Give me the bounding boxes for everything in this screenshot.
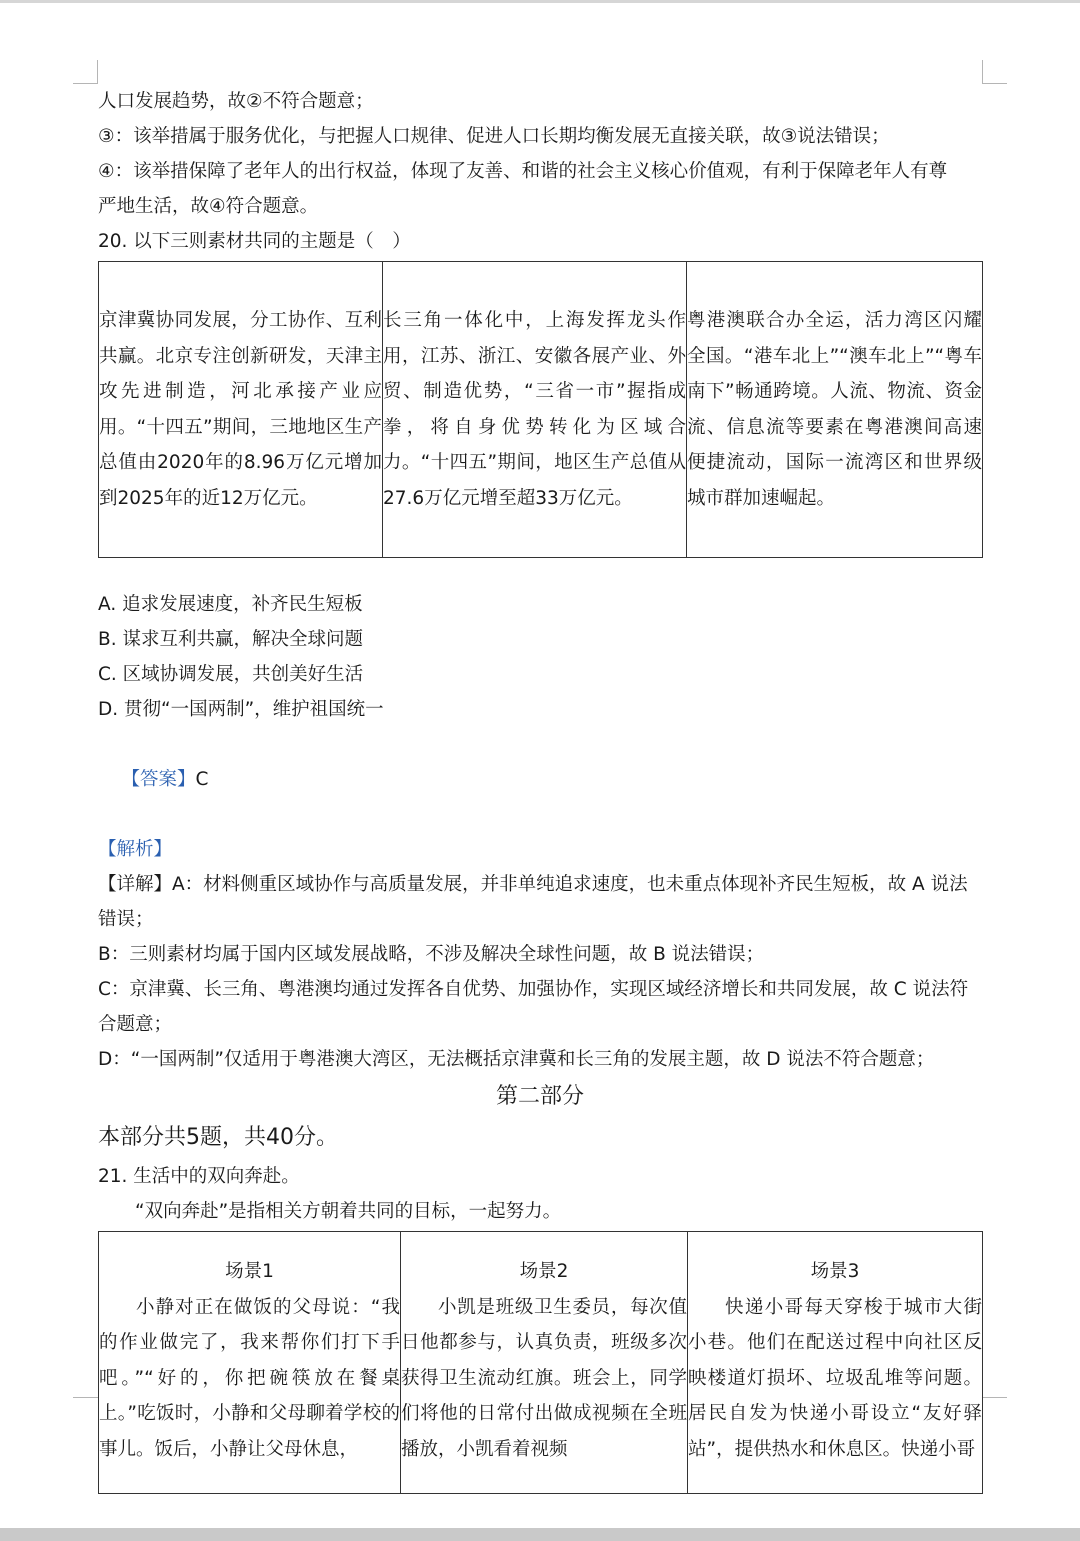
scene-2-title: 场景2 — [519, 1261, 569, 1282]
detail-d: D：“一国两制”仅适用于粤港澳大湾区，无法概括京津冀和长三角的发展主题，故 D 说法不符合题意； — [98, 1049, 935, 1070]
answer-tag: 【答案】 — [121, 769, 196, 790]
option-d: D. 贯彻“一国两制”，维护祖国统一 — [98, 699, 384, 720]
document-body — [98, 84, 982, 1494]
paragraph: 人口发展趋势，故②不符合题意； — [98, 91, 374, 112]
scene-1-text: 小静对正在做饭的父母说：“我的作业做完了，我来帮你们打下手吧。”“好的，你把碗筷放在餐桌上。”吃饭时，小静和父母聊着学校的事儿。饭后，小静让父母休息， — [99, 1296, 400, 1460]
detail-b: B：三则素材均属于国内区域发展战略，不涉及解决全球性问题，故 B 说法错误； — [98, 944, 765, 965]
answer-value: C — [195, 769, 209, 790]
crop-mark-top-right-h — [982, 83, 1007, 84]
analysis-tag: 【解析】 — [98, 839, 173, 860]
paragraph: ③：该举措属于服务优化，与把握人口规律、促进人口长期均衡发展无直接关联，故③说法错误； — [98, 126, 890, 147]
part-two-summary: 本部分共5题，共40分。 — [98, 1125, 338, 1150]
q21-scene-table — [98, 1231, 983, 1494]
crop-mark-top-left-h — [73, 83, 98, 84]
scene-3-title: 场景3 — [810, 1261, 860, 1282]
crop-mark-bottom-left-h — [73, 1397, 98, 1398]
paragraph: ④：该举措保障了老年人的出行权益，体现了友善、和谐的社会主义核心价值观，有利于保障老年人有尊 — [98, 161, 948, 182]
option-c: C. 区域协调发展，共创美好生活 — [98, 664, 364, 685]
answer-line — [98, 727, 982, 832]
scene-2-cell — [401, 1232, 688, 1494]
question-20-stem: 20. 以下三则素材共同的主题是（ ） — [98, 231, 411, 252]
detail-c: C：京津冀、长三角、粤港澳均通过发挥各自优势、加强协作，实现区域经济增长和共同发展，故 C 说法符合题意； — [98, 979, 969, 1035]
part-two-title: 第二部分 — [495, 1084, 584, 1109]
q20-material-table — [98, 261, 983, 558]
question-21-intro: “双向奔赴”是指相关方朝着共同的目标，一起努力。 — [135, 1201, 562, 1222]
option-a: A. 追求发展速度，补齐民生短板 — [98, 594, 363, 615]
scene-2-text: 小凯是班级卫生委员，每次值日他都参与，认真负责，班级多次获得卫生流动红旗。班会上，同学们将他的日常付出做成视频在全班播放，小凯看着视频 — [401, 1296, 687, 1460]
crop-mark-top-left-v — [97, 60, 98, 84]
scene-1-title: 场景1 — [225, 1261, 274, 1282]
option-b: B. 谋求互利共赢，解决全球问题 — [98, 629, 363, 650]
material-yuegangao: 粤港澳联合办全运，活力湾区闪耀全国。“港车北上”“澳车北上”“粤车南下”畅通跨境。人流、物流、资金流、信息流等要素在粤港澳间高速便捷流动，国际一流湾区和世界级城市群加速崛起。 — [687, 262, 983, 558]
page-bottom-border — [0, 1528, 1080, 1541]
material-jingjinji: 京津冀协同发展，分工协作、互利共赢。北京专注创新研发，天津主攻先进制造，河北承接产业应用。“十四五”期间，三地地区生产总值由2020年的8.96万亿元增加到2025年的近12万亿元。 — [99, 262, 383, 558]
scene-3-cell — [688, 1232, 983, 1494]
page-top-border — [0, 0, 1080, 3]
material-changsanjiao: 长三角一体化中，上海发挥龙头作用，江苏、浙江、安徽各展产业、外贸、制造优势，“三省一市”握指成拳，将自身优势转化为区域合力。“十四五”期间，地区生产总值从27.6万亿元增至超33万亿元。 — [383, 262, 687, 558]
detail-a: 【详解】A：材料侧重区域协作与高质量发展，并非单纯追求速度，也未重点体现补齐民生短板，故 A 说法错误； — [98, 874, 968, 930]
paragraph: 严地生活，故④符合题意。 — [98, 196, 319, 217]
question-21-stem: 21. 生活中的双向奔赴。 — [98, 1166, 300, 1187]
crop-mark-top-right-v — [982, 60, 983, 84]
scene-3-text: 快递小哥每天穿梭于城市大街小巷。他们在配送过程中向社区反映楼道灯损坏、垃圾乱堆等问题。居民自发为快递小哥设立“友好驿站”，提供热水和休息区。快递小哥 — [688, 1296, 982, 1460]
crop-mark-bottom-right-h — [982, 1397, 1007, 1398]
scene-1-cell — [99, 1232, 401, 1494]
